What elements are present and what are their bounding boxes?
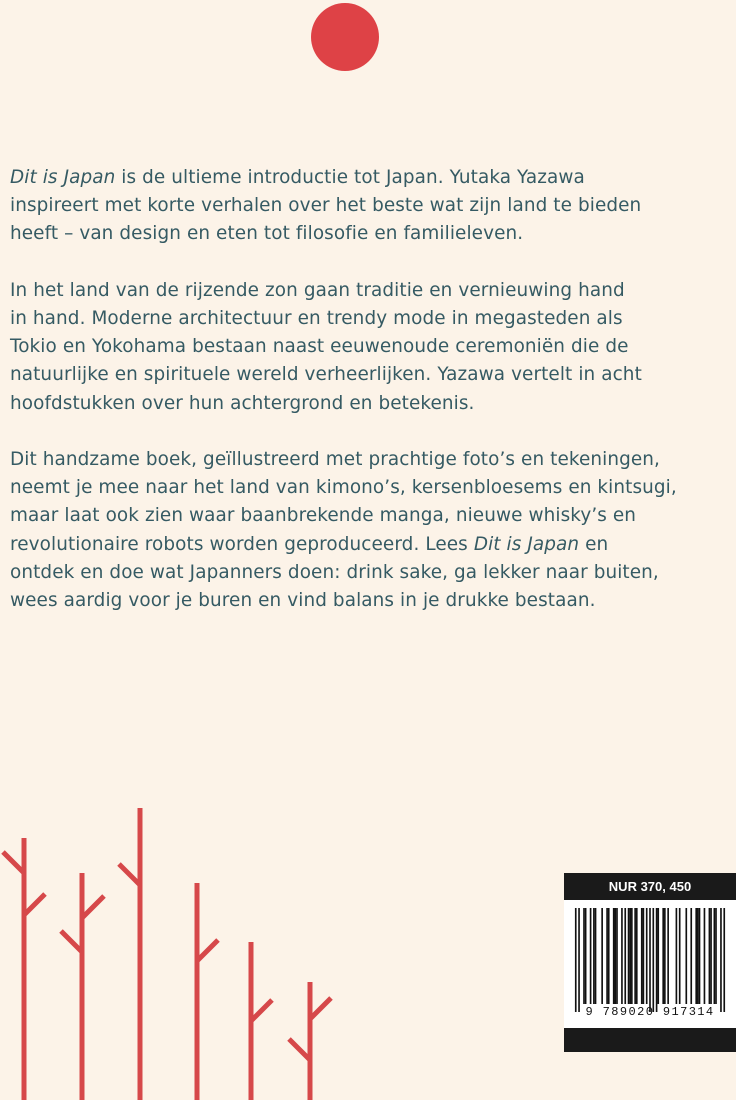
barcode-bar — [699, 908, 701, 1004]
barcode-bar — [652, 908, 654, 1012]
barcode-bar — [714, 908, 716, 1004]
tree-branches-illustration — [0, 800, 340, 1100]
barcode-bar — [595, 908, 597, 1004]
blurb-line: in hand. Moderne architectuur en trendy mode in megasteden als — [10, 308, 623, 329]
blurb-line: In het land van de rijzende zon gaan traditie en vernieuwing hand — [10, 279, 625, 301]
tree-branch — [289, 1039, 310, 1060]
barcode-bar — [606, 908, 608, 1004]
barcode-bar — [601, 908, 603, 1004]
barcode-bar — [715, 908, 717, 1004]
barcode-bar — [695, 908, 697, 1004]
barcode-bar — [676, 908, 678, 1004]
tree-branch — [3, 852, 24, 873]
book-title-italic: Dit is Japan — [473, 533, 580, 555]
barcode-bar — [628, 908, 630, 1004]
barcode-bar — [624, 908, 626, 1004]
barcode-bar — [710, 908, 712, 1004]
tree-branch — [310, 998, 331, 1019]
blurb-line: Dit is Japan is de ultieme introductie tot Japan. Yutaka Yazawa — [10, 167, 585, 188]
isbn-digits: 9 789020 917314 — [585, 1005, 715, 1019]
barcode-bar — [634, 908, 636, 1004]
blurb-line: heeft – van design en eten tot filosofie en familieleven. — [10, 223, 524, 245]
blurb-line: inspireert met korte verhalen over het beste wat zijn land te bieden — [10, 195, 642, 217]
barcode-bar — [636, 908, 638, 1004]
barcode-bar — [621, 908, 623, 1004]
tree-branch — [197, 940, 218, 961]
barcode-bar — [709, 908, 711, 1004]
barcode-bar — [685, 908, 687, 1004]
rising-sun-circle — [311, 3, 379, 71]
blurb-line: maar laat ook zien waar baanbrekende manga, nieuwe whisky’s en — [10, 505, 637, 527]
book-title-italic: Dit is Japan — [10, 167, 116, 188]
barcode-bar — [657, 908, 659, 1004]
tree-branch — [24, 894, 45, 915]
barcode-bar — [631, 908, 633, 1004]
barcode-bar — [662, 908, 664, 1004]
barcode-bottom-strip — [564, 1028, 736, 1052]
nur-code-label: NUR 370, 450 — [564, 873, 736, 900]
barcode-bar — [697, 908, 699, 1004]
barcode-bar — [643, 908, 645, 1004]
blurb-paragraph-3 — [10, 446, 726, 615]
barcode-bar — [720, 908, 722, 1012]
barcode-bar — [590, 908, 592, 1004]
blurb-line: Tokio en Yokohama bestaan naast eeuwenoude ceremoniën die de — [10, 336, 629, 358]
blurb-line: neemt je mee naar het land van kimono’s, kersenbloesems en kintsugi, — [10, 477, 677, 499]
tree-branch — [82, 896, 104, 918]
barcode-bar — [583, 908, 585, 1004]
tree-branch — [119, 864, 140, 885]
barcode-bar — [641, 908, 643, 1004]
barcode-bar — [667, 908, 669, 1004]
blurb-line: Dit handzame boek, geïllustreerd met prachtige foto’s en tekeningen, — [10, 449, 661, 470]
barcode-bar — [578, 908, 580, 1012]
barcode-bar — [593, 908, 595, 1004]
blurb-paragraph-1 — [10, 164, 726, 249]
barcode-bar — [649, 908, 651, 1012]
barcode-bar — [679, 908, 681, 1004]
barcode-bar — [704, 908, 706, 1004]
barcode-bar — [608, 908, 610, 1004]
blurb-line: wees aardig voor je buren en vind balans in je drukke bestaan. — [10, 590, 596, 612]
tree-branch — [251, 1000, 272, 1021]
barcode-bar — [585, 908, 587, 1004]
tree-branch — [61, 931, 82, 952]
blurb-line: hoofdstukken over hun achtergrond en betekenis. — [10, 392, 475, 414]
barcode-bar — [616, 908, 618, 1004]
barcode-bar — [664, 908, 666, 1004]
isbn-barcode — [564, 900, 736, 1028]
barcode-bar — [723, 908, 725, 1012]
barcode-bar — [656, 908, 658, 1012]
back-cover-blurb — [10, 164, 726, 643]
blurb-line: revolutionaire robots worden geproduceerd. Lees Dit is Japan en — [10, 533, 609, 555]
barcode-bar — [646, 908, 648, 1004]
barcode-bar — [629, 908, 631, 1004]
blurb-line: natuurlijke en spirituele wereld verheerlijken. Yazawa vertelt in acht — [10, 364, 642, 386]
barcode-bar — [575, 908, 577, 1012]
blurb-paragraph-2 — [10, 277, 726, 418]
barcode-bar — [690, 908, 692, 1004]
blurb-line: ontdek en doe wat Japanners doen: drink sake, ga lekker naar buiten, — [10, 561, 659, 583]
barcode-bar — [615, 908, 617, 1004]
barcode-bar — [613, 908, 615, 1004]
